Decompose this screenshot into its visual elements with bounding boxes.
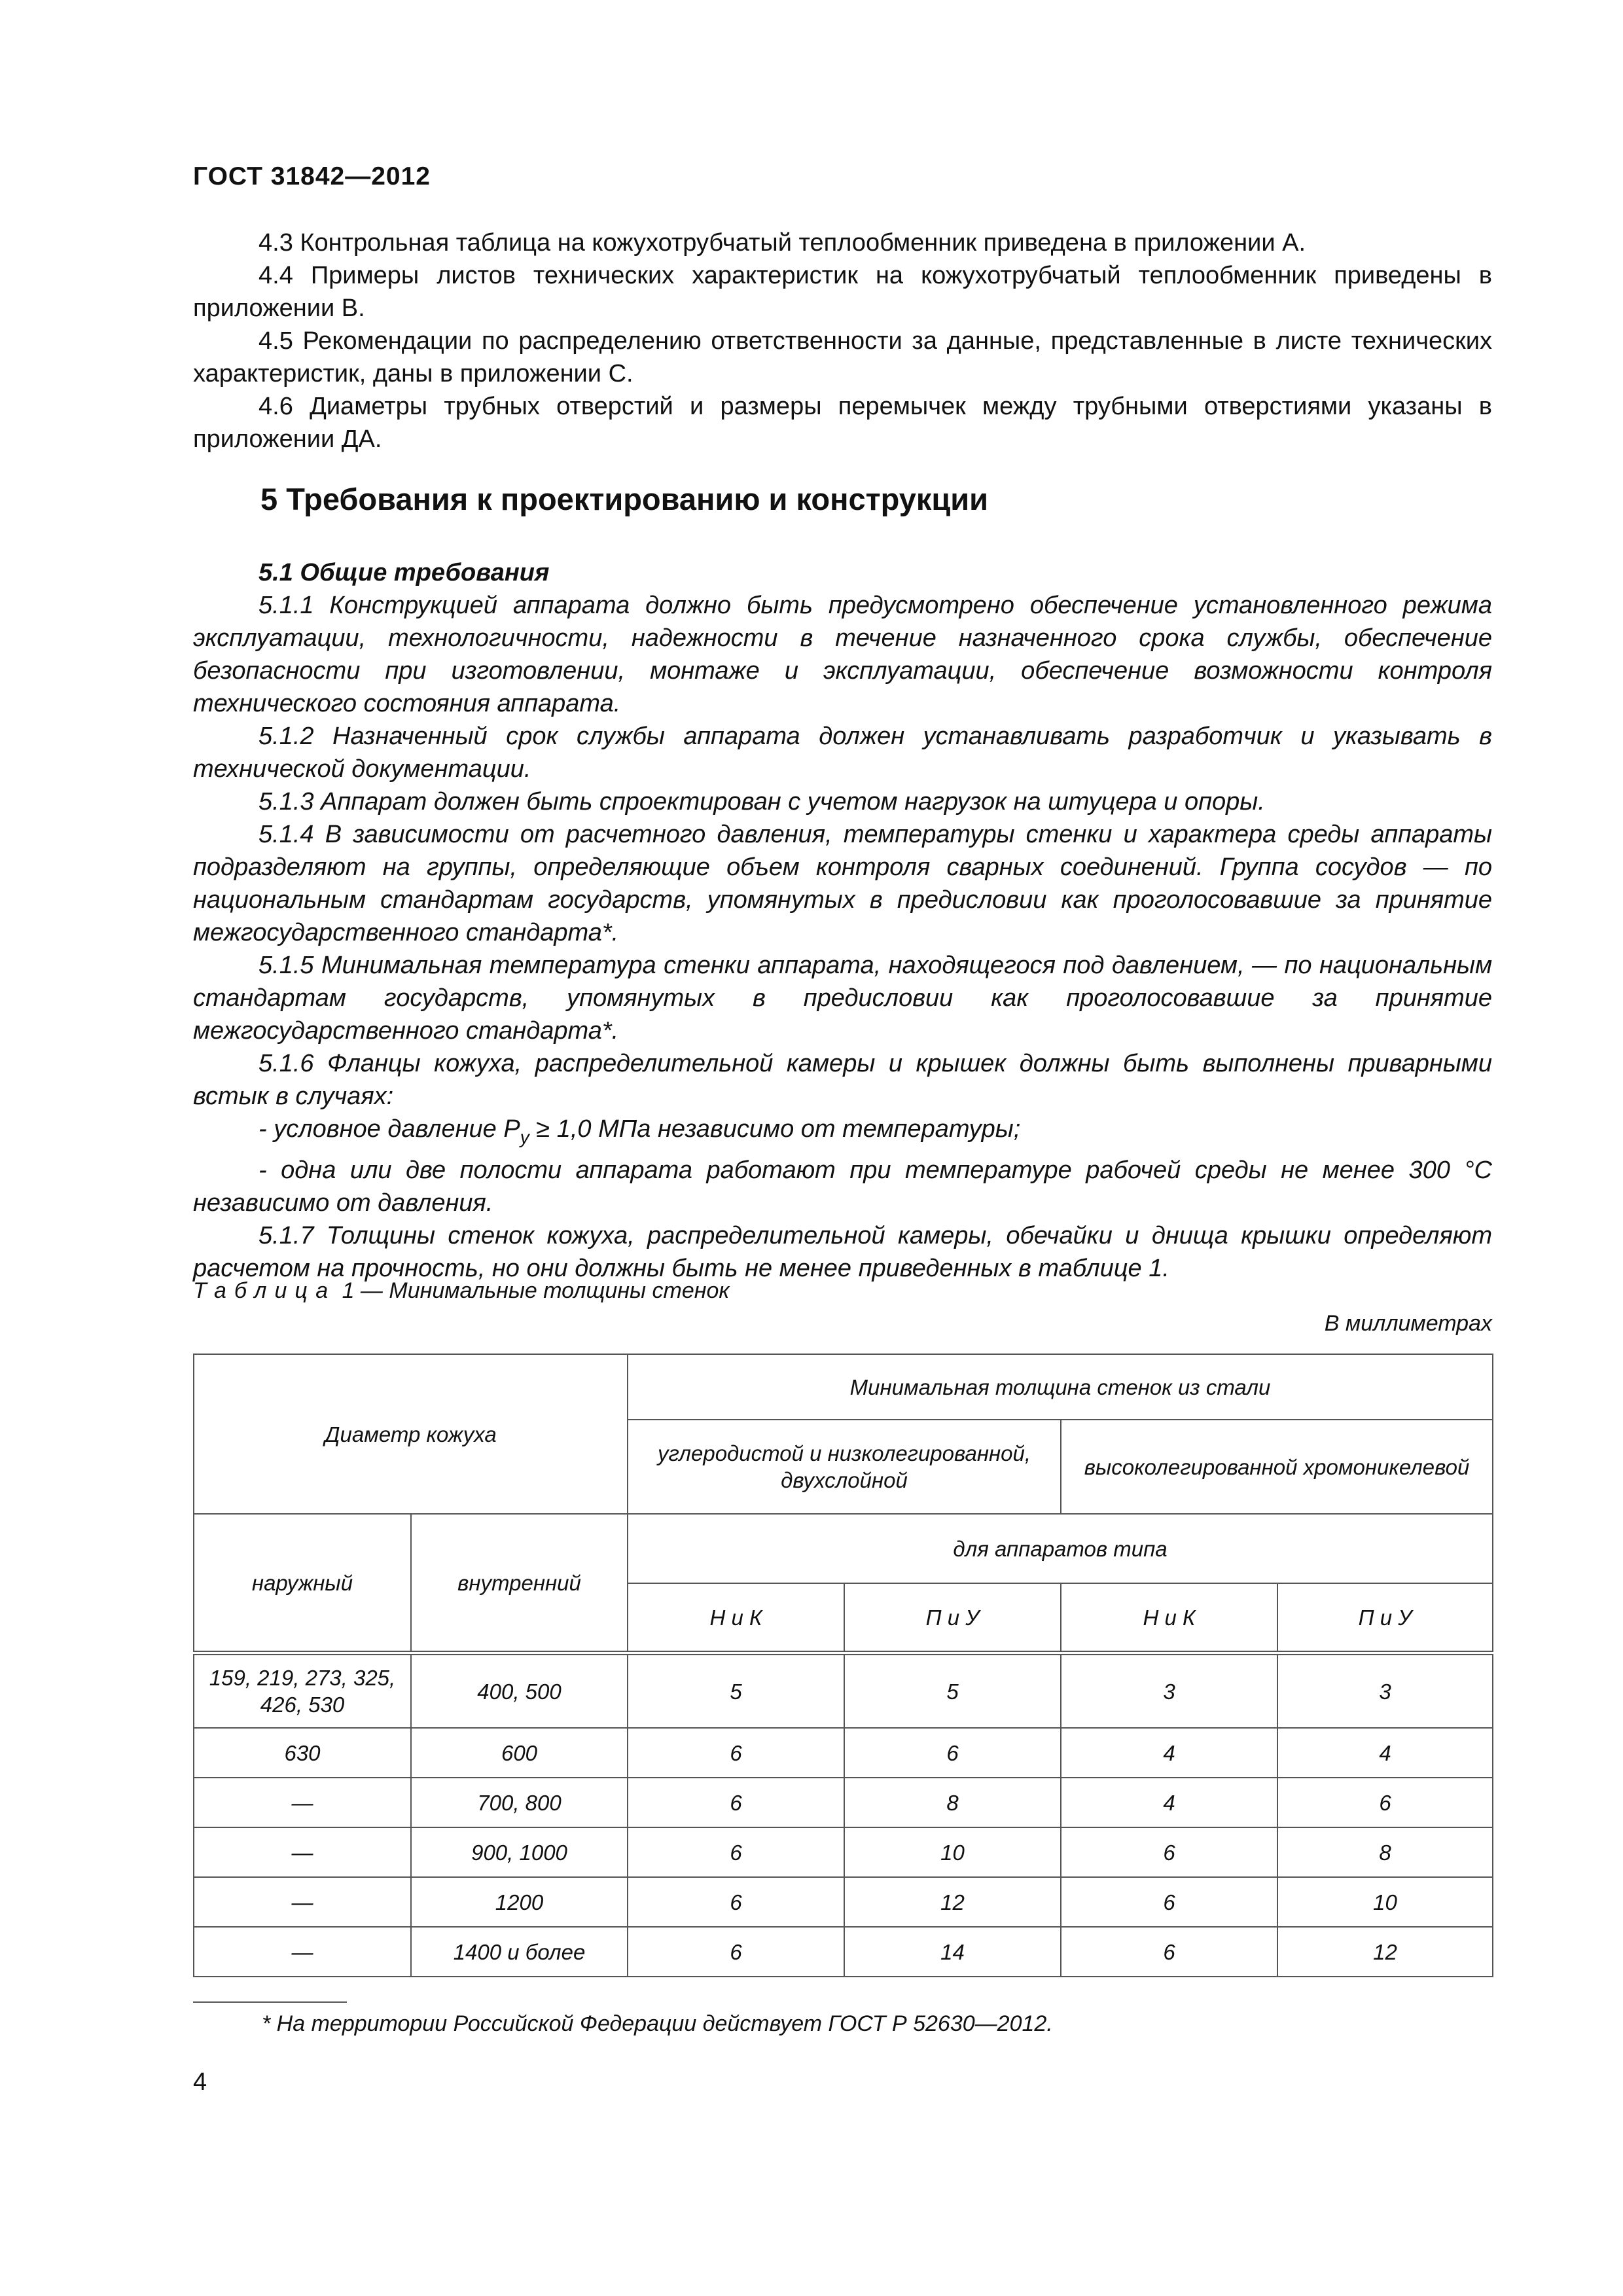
table-cell: 10 bbox=[844, 1827, 1061, 1877]
table-cell: 600 bbox=[411, 1728, 628, 1778]
paragraph-4-5: 4.5 Рекомендации по распределению ответственности за данные, представленные в листе технических характеристик, даны в приложении С. bbox=[193, 327, 1492, 387]
bullet-pressure-subscript: у bbox=[520, 1127, 529, 1147]
page-number: 4 bbox=[193, 2068, 207, 2096]
table-cell: — bbox=[194, 1877, 411, 1927]
table-caption-word: Таблица bbox=[193, 1278, 336, 1303]
table-cell: — bbox=[194, 1778, 411, 1827]
table-cell: 10 bbox=[1277, 1877, 1493, 1927]
table-caption bbox=[193, 1278, 729, 1304]
table-units: В миллиметрах bbox=[1324, 1311, 1492, 1336]
section-5-1-text bbox=[193, 556, 1492, 1285]
table-cell: 3 bbox=[1277, 1653, 1493, 1729]
subsection-5-1-heading: 5.1 Общие требования bbox=[259, 559, 550, 586]
table-cell: 6 bbox=[628, 1827, 844, 1877]
footnote-divider bbox=[193, 2001, 347, 2003]
table-cell: 5 bbox=[844, 1653, 1061, 1729]
table-cell: 4 bbox=[1061, 1778, 1277, 1827]
paragraph-5-1-2: 5.1.2 Назначенный срок службы аппарата должен устанавливать разработчик и указывать в технической документации. bbox=[193, 723, 1492, 783]
header-type-cell: П и У bbox=[844, 1583, 1061, 1653]
table-cell: 700, 800 bbox=[411, 1778, 628, 1827]
header-diameter: Диаметр кожуха bbox=[194, 1354, 628, 1514]
table-row bbox=[194, 1653, 1493, 1729]
paragraph-4-3: 4.3 Контрольная таблица на кожухотрубчатый теплообменник приведена в приложении А. bbox=[259, 229, 1306, 257]
paragraph-5-1-6: 5.1.6 Фланцы кожуха, распределительной камеры и крышек должны быть выполнены приварными встык в случаях: bbox=[193, 1050, 1492, 1110]
header-apparatus-type: для аппаратов типа bbox=[628, 1514, 1493, 1583]
table-cell: 14 bbox=[844, 1927, 1061, 1977]
table-row bbox=[194, 1827, 1493, 1877]
table-cell: 6 bbox=[1061, 1927, 1277, 1977]
paragraph-5-1-5: 5.1.5 Минимальная температура стенки аппарата, находящегося под давлением, — по национальным стандартам государств, упомянутых в предисловии как проголосовавшие за принятие межгосударственного стандарта*. bbox=[193, 952, 1492, 1045]
table-cell: 4 bbox=[1061, 1728, 1277, 1778]
table-row bbox=[194, 1877, 1493, 1927]
table-cell: 1400 и более bbox=[411, 1927, 628, 1977]
paragraph-5-1-3: 5.1.3 Аппарат должен быть спроектирован с учетом нагрузок на штуцера и опоры. bbox=[259, 788, 1265, 816]
paragraph-5-1-7: 5.1.7 Толщины стенок кожуха, распределительной камеры, обечайки и днища крышки определяют расчетом на прочность, но они должны быть не менее приведенных в таблице 1. bbox=[193, 1222, 1492, 1282]
table-row bbox=[194, 1778, 1493, 1827]
table-cell: 8 bbox=[844, 1778, 1061, 1827]
table-cell: 6 bbox=[844, 1728, 1061, 1778]
paragraph-4-6: 4.6 Диаметры трубных отверстий и размеры перемычек между трубными отверстиями указаны в приложении ДА. bbox=[193, 393, 1492, 453]
table-cell: 159, 219, 273, 325, 426, 530 bbox=[194, 1653, 411, 1729]
table-cell: 5 bbox=[628, 1653, 844, 1729]
section-5-heading: 5 Требования к проектированию и конструкции bbox=[260, 482, 989, 516]
header-type-cell: П и У bbox=[1277, 1583, 1493, 1653]
table-cell: 6 bbox=[628, 1728, 844, 1778]
header-carbon-steel: углеродистой и низколегированной, двухслойной bbox=[628, 1420, 1061, 1514]
table-cell: 900, 1000 bbox=[411, 1827, 628, 1877]
header-outer-diameter: наружный bbox=[194, 1514, 411, 1653]
table-cell: 6 bbox=[1061, 1877, 1277, 1927]
table-cell: 6 bbox=[628, 1877, 844, 1927]
table-cell: 630 bbox=[194, 1728, 411, 1778]
paragraph-4-4: 4.4 Примеры листов технических характеристик на кожухотрубчатый теплообменник приведены в приложении В. bbox=[193, 262, 1492, 322]
paragraph-5-1-4: 5.1.4 В зависимости от расчетного давления, температуры стенки и характера среды аппараты подразделяют на группы, определяющие объем контроля сварных соединений. Группа сосудов — по национальным стандартам государств, упомянутых в предисловии как проголосовавшие за принятие межгосударственного стандарта*. bbox=[193, 821, 1492, 946]
table-row bbox=[194, 1927, 1493, 1977]
table-cell: 6 bbox=[1277, 1778, 1493, 1827]
bullet-pressure-pre: - условное давление P bbox=[259, 1115, 520, 1143]
header-min-thickness: Минимальная толщина стенок из стали bbox=[628, 1354, 1493, 1420]
document-header: ГОСТ 31842—2012 bbox=[193, 162, 431, 190]
bullet-pressure bbox=[193, 1113, 1492, 1154]
table-min-wall-thickness bbox=[193, 1354, 1493, 1977]
table-cell: 4 bbox=[1277, 1728, 1493, 1778]
section-4-text bbox=[193, 226, 1492, 456]
table-cell: 3 bbox=[1061, 1653, 1277, 1729]
table-cell: 12 bbox=[1277, 1927, 1493, 1977]
header-type-cell: Н и К bbox=[628, 1583, 844, 1653]
table-caption-title: 1 — Минимальные толщины стенок bbox=[336, 1278, 730, 1303]
table-cell: — bbox=[194, 1827, 411, 1877]
table-cell: 400, 500 bbox=[411, 1653, 628, 1729]
table-cell: — bbox=[194, 1927, 411, 1977]
table-cell: 1200 bbox=[411, 1877, 628, 1927]
table-cell: 12 bbox=[844, 1877, 1061, 1927]
paragraph-5-1-1: 5.1.1 Конструкцией аппарата должно быть предусмотрено обеспечение установленного режима эксплуатации, технологичности, надежности в течение назначенного срока службы, обеспечение безопасности при изготовлении, монтаже и эксплуатации, обеспечение возможности контроля технического состояния аппарата. bbox=[193, 592, 1492, 717]
table-cell: 8 bbox=[1277, 1827, 1493, 1877]
header-inner-diameter: внутренний bbox=[411, 1514, 628, 1653]
footnote: * На территории Российской Федерации действует ГОСТ Р 52630—2012. bbox=[262, 2011, 1053, 2036]
header-alloy-steel: высоколегированной хромоникелевой bbox=[1061, 1420, 1493, 1514]
table-row bbox=[194, 1728, 1493, 1778]
table-cell: 6 bbox=[1061, 1827, 1277, 1877]
bullet-temperature: - одна или две полости аппарата работают при температуре рабочей среды не менее 300 °С независимо от давления. bbox=[193, 1157, 1492, 1217]
header-type-cell: Н и К bbox=[1061, 1583, 1277, 1653]
bullet-pressure-post: ≥ 1,0 МПа независимо от температуры; bbox=[529, 1115, 1021, 1143]
table-cell: 6 bbox=[628, 1927, 844, 1977]
table-cell: 6 bbox=[628, 1778, 844, 1827]
